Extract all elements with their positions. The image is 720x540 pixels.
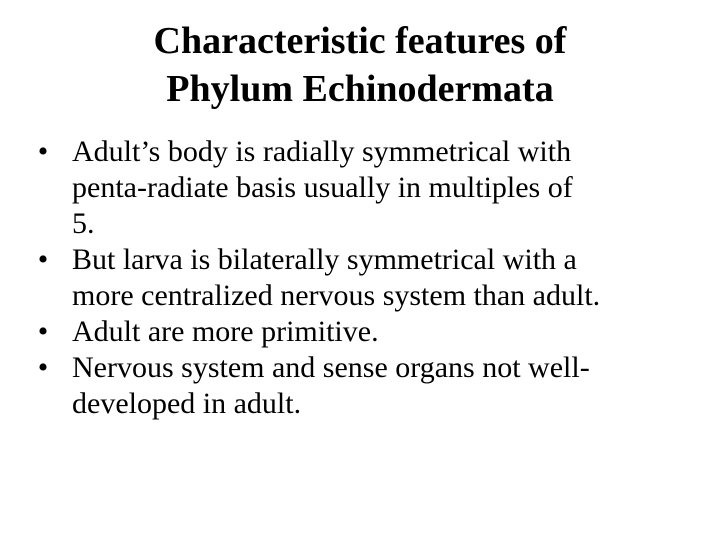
bullet-line: Adult are more primitive. (72, 315, 379, 348)
bullet-line: Nervous system and sense organs not well- (72, 351, 590, 384)
bullet-item (28, 350, 698, 422)
bullet-text (72, 134, 698, 242)
bullet-line: developed in adult. (72, 387, 302, 420)
bullet-line: more centralized nervous system than adult. (72, 279, 601, 312)
bullet-line: penta-radiate basis usually in multiples of (72, 171, 573, 204)
bullet-line: 5. (72, 207, 95, 240)
title-line-1: Characteristic features of (153, 20, 567, 62)
bullet-item (28, 242, 698, 314)
title-line-2: Phylum Echinodermata (166, 68, 554, 110)
bullet-item (28, 314, 698, 350)
bullet-list (28, 134, 698, 422)
bullet-marker-icon: • (37, 351, 49, 384)
bullet-item (28, 134, 698, 242)
bullet-marker-icon: • (37, 135, 49, 168)
bullet-text (72, 314, 698, 350)
bullet-marker-icon: • (37, 243, 49, 276)
bullet-text (72, 242, 698, 314)
slide-title (0, 17, 720, 113)
bullet-line: Adult’s body is radially symmetrical with (72, 135, 572, 168)
bullet-text (72, 350, 698, 422)
bullet-marker-icon: • (37, 315, 49, 348)
bullet-line: But larva is bilaterally symmetrical with a (72, 243, 577, 276)
